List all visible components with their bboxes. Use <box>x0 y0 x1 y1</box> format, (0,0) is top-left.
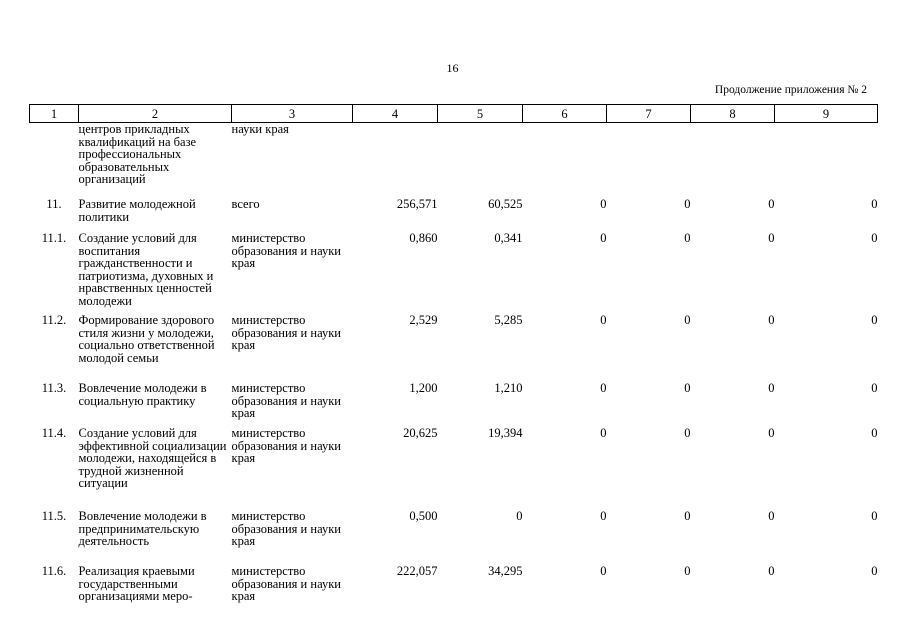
appendix-table <box>29 104 878 605</box>
row-number: 11.1. <box>41 231 67 245</box>
row-value-col5: 60,525 <box>488 197 523 211</box>
table-row <box>30 307 878 375</box>
row-description: Создание условий для эффективной социализации молодежи, находящейся в трудной жизненной ситуации <box>78 426 227 490</box>
row-value-col9: 0 <box>871 564 878 578</box>
row-number: 11.2. <box>41 313 67 327</box>
row-value-col4: 0,500 <box>409 509 438 523</box>
row-value-col4: 2,529 <box>409 313 438 327</box>
row-value-col8: 0 <box>768 313 775 327</box>
row-value-col9: 0 <box>871 313 878 327</box>
row-value-col9: 0 <box>871 231 878 245</box>
row-number: 11.3. <box>41 381 67 395</box>
row-value-col8: 0 <box>768 509 775 523</box>
column-header-4: 4 <box>353 105 438 123</box>
row-description: центров прикладных квалификаций на базе профессиональных образовательных организаций <box>78 122 197 186</box>
row-executor: науки края <box>231 122 289 136</box>
row-value-col7: 0 <box>684 509 691 523</box>
row-value-col9: 0 <box>871 197 878 211</box>
column-header-1: 1 <box>30 105 79 123</box>
row-executor: министерство образования и науки края <box>231 231 341 270</box>
row-value-col6: 0 <box>600 426 607 440</box>
row-value-col4: 256,571 <box>396 197 438 211</box>
row-value-col9: 0 <box>871 509 878 523</box>
table-row <box>30 558 878 605</box>
row-value-col9: 0 <box>871 381 878 395</box>
row-value-col7 <box>607 123 691 192</box>
table-row <box>30 223 878 307</box>
row-value-col4: 222,057 <box>396 564 438 578</box>
row-value-col7: 0 <box>684 313 691 327</box>
row-description: Вовлечение молодежи в предпринимательскую деятельность <box>78 509 207 548</box>
row-value-col9: 0 <box>871 426 878 440</box>
row-number: 11.5. <box>41 509 67 523</box>
row-executor: всего <box>231 197 260 211</box>
column-header-2: 2 <box>79 105 232 123</box>
row-value-col5: 19,394 <box>488 426 523 440</box>
row-value-col7: 0 <box>684 381 691 395</box>
row-value-col5: 0 <box>516 509 523 523</box>
row-value-col8 <box>691 123 775 192</box>
row-value-col8: 0 <box>768 564 775 578</box>
table-row <box>30 375 878 420</box>
row-description: Создание условий для воспитания гражданственности и патриотизма, духовных и нравственных ценностей молодежи <box>78 231 214 308</box>
table-header-row <box>30 105 878 123</box>
row-value-col6: 0 <box>600 231 607 245</box>
row-value-col6: 0 <box>600 509 607 523</box>
row-value-col7: 0 <box>684 426 691 440</box>
row-value-col5 <box>438 123 523 192</box>
page-number: 16 <box>446 61 459 75</box>
row-description: Формирование здорового стиля жизни у молодежи, социально ответственной молодой семьи <box>78 313 215 365</box>
row-value-col6: 0 <box>600 313 607 327</box>
column-header-9: 9 <box>775 105 878 123</box>
row-value-col6: 0 <box>600 197 607 211</box>
row-value-col9 <box>775 123 878 192</box>
column-header-3: 3 <box>232 105 353 123</box>
row-value-col6: 0 <box>600 381 607 395</box>
row-value-col7: 0 <box>684 564 691 578</box>
row-value-col5: 34,295 <box>488 564 523 578</box>
table-row <box>30 420 878 503</box>
row-value-col4: 0,860 <box>409 231 438 245</box>
table-row <box>30 191 878 223</box>
table-row <box>30 503 878 558</box>
appendix-continuation-note: Продолжение приложения № 2 <box>714 84 867 96</box>
row-value-col8: 0 <box>768 381 775 395</box>
row-value-col6: 0 <box>600 564 607 578</box>
column-header-5: 5 <box>438 105 523 123</box>
row-value-col4: 1,200 <box>409 381 438 395</box>
row-value-col4: 20,625 <box>403 426 438 440</box>
row-value-col5: 5,285 <box>494 313 523 327</box>
row-value-col6 <box>523 123 607 192</box>
column-header-7: 7 <box>607 105 691 123</box>
row-number: 11.4. <box>41 426 67 440</box>
row-description: Вовлечение молодежи в социальную практику <box>78 381 207 408</box>
table-row <box>30 123 878 192</box>
row-executor: министерство образования и науки края <box>231 426 341 465</box>
row-value-col4 <box>353 123 438 192</box>
row-number: 11.6. <box>41 564 67 578</box>
row-value-col7: 0 <box>684 197 691 211</box>
row-value-col7: 0 <box>684 231 691 245</box>
row-executor: министерство образования и науки края <box>231 509 341 548</box>
row-executor: министерство образования и науки края <box>231 313 341 352</box>
row-value-col8: 0 <box>768 197 775 211</box>
row-number: 11. <box>46 197 62 211</box>
row-description: Реализация краевыми государственными организациями меро- <box>78 564 195 603</box>
row-executor: министерство образования и науки края <box>231 381 341 420</box>
row-value-col8: 0 <box>768 426 775 440</box>
row-value-col5: 1,210 <box>494 381 523 395</box>
row-value-col8: 0 <box>768 231 775 245</box>
row-description: Развитие молодежной политики <box>78 197 196 224</box>
column-header-8: 8 <box>691 105 775 123</box>
row-executor: министерство образования и науки края <box>231 564 341 603</box>
row-value-col5: 0,341 <box>494 231 523 245</box>
column-header-6: 6 <box>523 105 607 123</box>
row-number <box>30 123 79 192</box>
